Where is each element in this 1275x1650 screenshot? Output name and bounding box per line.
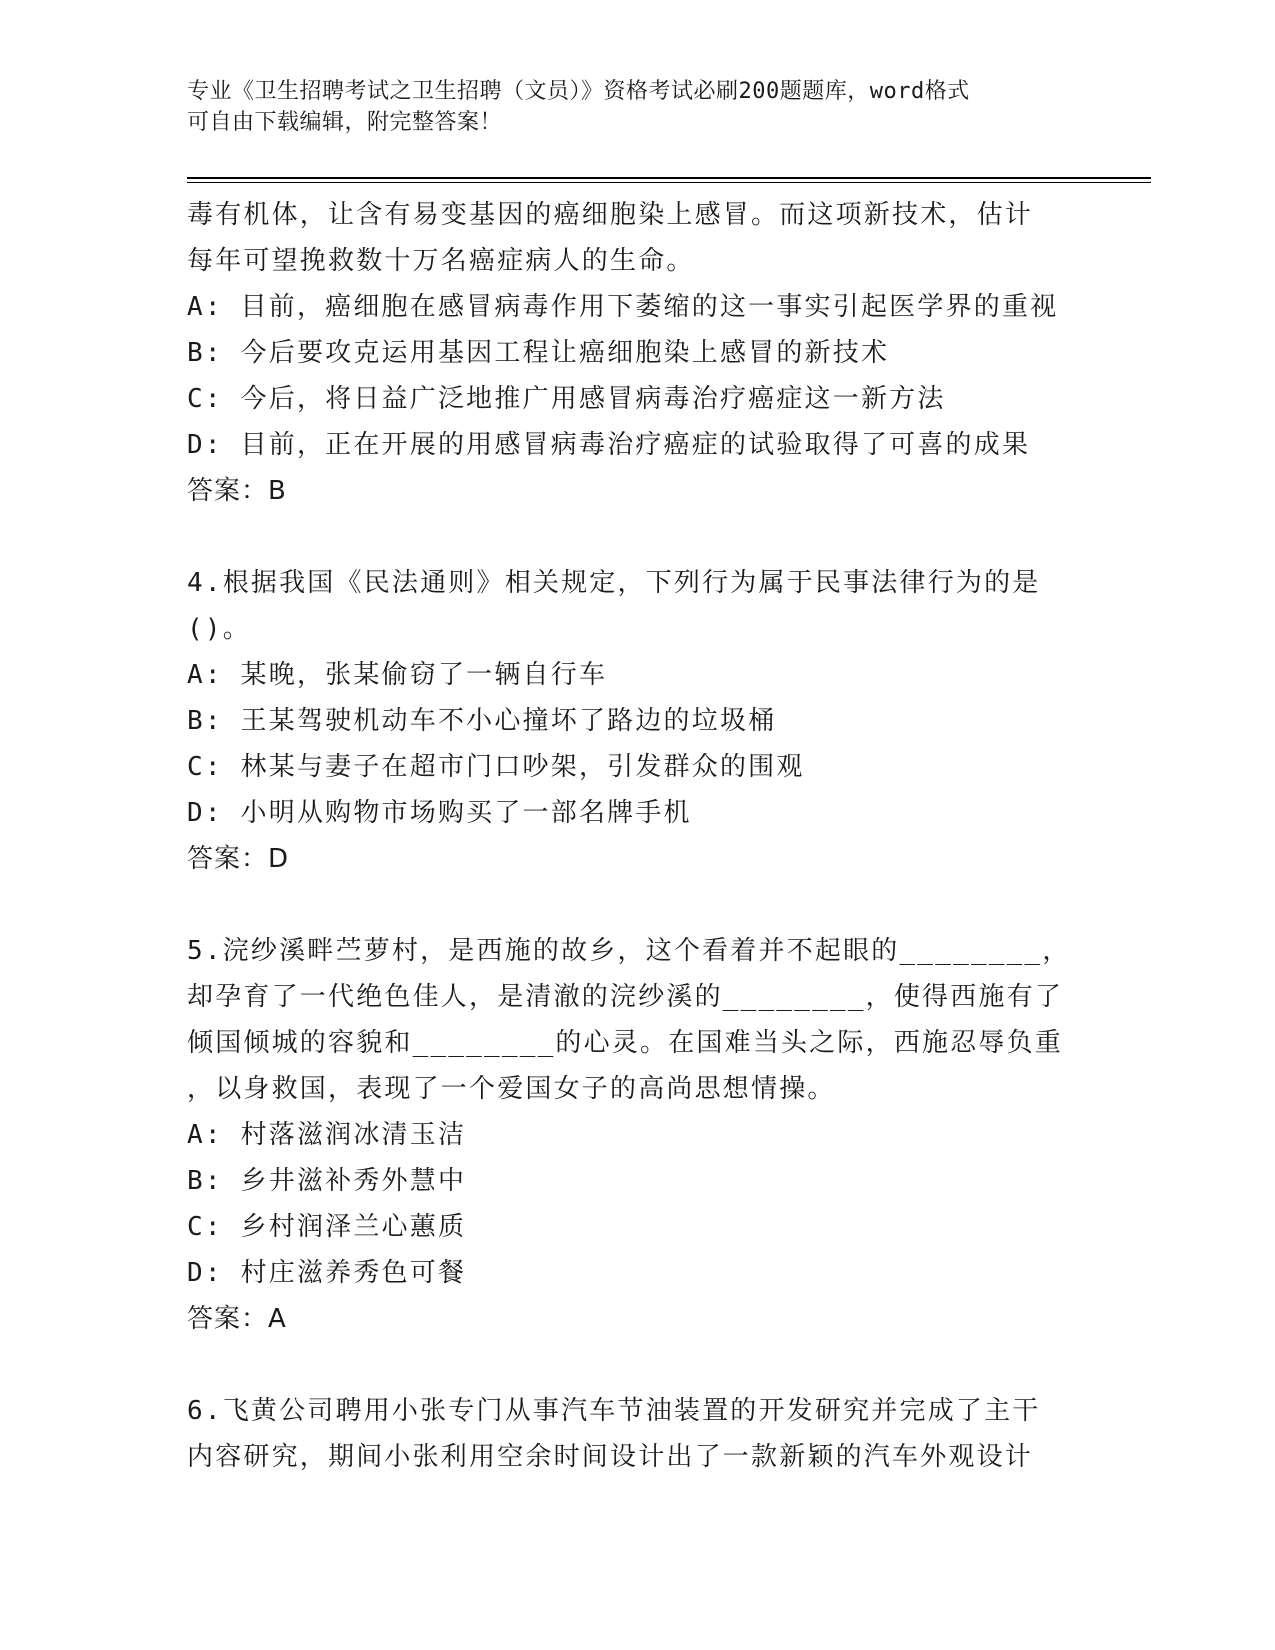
question-stem-line: 6.飞黄公司聘用小张专门从事汽车节油装置的开发研究并完成了主干 — [187, 1396, 1041, 1426]
option-a: A: 目前，癌细胞在感冒病毒作用下萎缩的这一事实引起医学界的重视 — [187, 292, 1059, 322]
question-6 — [187, 1388, 1087, 1480]
answer-line: 答案：A — [187, 1304, 287, 1334]
answer-line: 答案：B — [187, 476, 287, 506]
option-c: C: 今后，将日益广泛地推广用感冒病毒治疗癌症这一新方法 — [187, 384, 946, 414]
option-d: D: 小明从购物市场购买了一部名牌手机 — [187, 798, 692, 828]
document-header — [187, 76, 1087, 138]
question-stem-line: 却孕育了一代绝色佳人，是清澈的浣纱溪的________，使得西施有了 — [187, 982, 1064, 1012]
option-d: D: 村庄滋养秀色可餐 — [187, 1258, 467, 1288]
question-stem-line: ()。 — [187, 614, 251, 644]
header-divider-thin — [187, 182, 1151, 183]
question-3 — [187, 192, 1087, 514]
document-body — [187, 192, 1087, 1480]
question-stem-line: ，以身救国，表现了一个爱国女子的高尚思想情操。 — [187, 1074, 836, 1104]
question-5 — [187, 928, 1087, 1342]
header-divider-thick — [187, 177, 1151, 179]
option-b: B: 王某驾驶机动车不小心撞坏了路边的垃圾桶 — [187, 706, 777, 736]
question-stem-line: 4.根据我国《民法通则》相关规定，下列行为属于民事法律行为的是 — [187, 568, 1041, 598]
answer-line: 答案：D — [187, 844, 290, 874]
option-b: B: 乡井滋补秀外慧中 — [187, 1166, 467, 1196]
question-stem-line: 每年可望挽救数十万名癌症病人的生命。 — [187, 246, 695, 276]
spacer — [187, 514, 1087, 560]
option-d: D: 目前，正在开展的用感冒病毒治疗癌症的试验取得了可喜的成果 — [187, 430, 1031, 460]
question-stem-line: 5.浣纱溪畔苎萝村，是西施的故乡，这个看着并不起眼的________， — [187, 936, 1071, 966]
header-line-2: 可自由下载编辑，附完整答案！ — [187, 110, 503, 135]
spacer — [187, 882, 1087, 928]
option-b: B: 今后要攻克运用基因工程让癌细胞染上感冒的新技术 — [187, 338, 890, 368]
question-stem-line: 毒有机体，让含有易变基因的癌细胞染上感冒。而这项新技术，估计 — [187, 200, 1034, 230]
question-stem-line: 内容研究，期间小张利用空余时间设计出了一款新颖的汽车外观设计 — [187, 1442, 1034, 1472]
option-c: C: 林某与妻子在超市门口吵架，引发群众的围观 — [187, 752, 805, 782]
header-line-1: 专业《卫生招聘考试之卫生招聘（文员）》资格考试必刷200题题库，word格式 — [187, 79, 970, 104]
question-stem-line: 倾国倾城的容貌和________的心灵。在国难当头之际，西施忍辱负重 — [187, 1028, 1064, 1058]
option-a: A: 某晚，张某偷窃了一辆自行车 — [187, 660, 608, 690]
option-a: A: 村落滋润冰清玉洁 — [187, 1120, 467, 1150]
spacer — [187, 1342, 1087, 1388]
option-c: C: 乡村润泽兰心蕙质 — [187, 1212, 467, 1242]
question-4 — [187, 560, 1087, 882]
